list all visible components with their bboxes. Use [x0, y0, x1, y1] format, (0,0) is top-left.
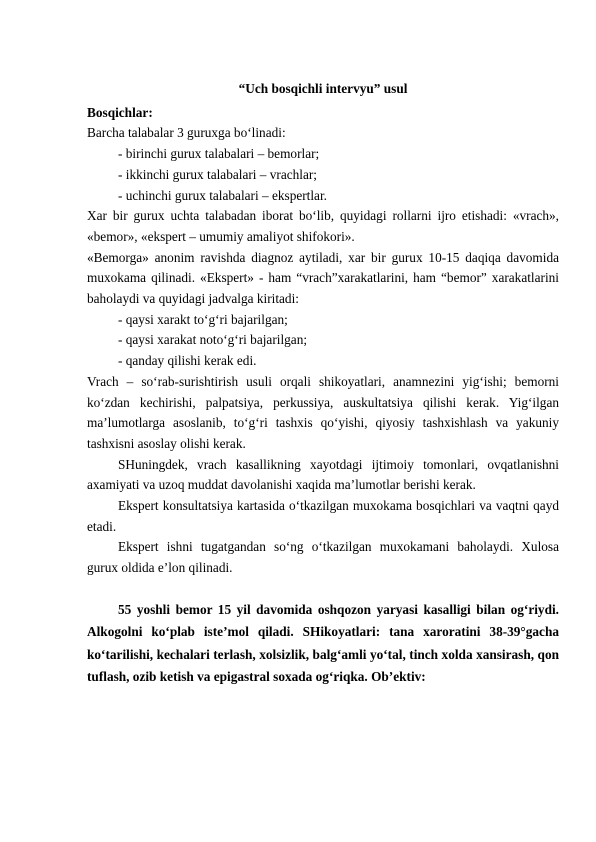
group-item: - ikkinchi gurux talabalari – vrachlar;	[118, 166, 318, 182]
spacer	[87, 579, 559, 599]
criteria-item: - qanday qilishi kerak edi.	[118, 353, 257, 369]
patient-paragraph: «Bemorga» anonim ravishda diagnoz aytiladi, xar bir gurux 10-15 daqiqa davomida muxokama qilinadi. «Ekspert» - ham “vrach”xarakatlarini, ham “bemor” xarakatlarini baholaydi va quyidagi jadvalga kiritadi:	[87, 249, 559, 307]
group-item: - uchinchi gurux talabalari – ekspertlar.	[118, 187, 327, 203]
intro-text: Barcha talabalar 3 guruxga bo‘linadi:	[87, 125, 286, 141]
case-paragraph: 55 yoshli bemor 15 yil davomida oshqozon yaryasi kasalligi bilan og‘riydi. Alkogolni ko‘plab iste’mol qiladi. SHikoyatlari: tana xaroratini 38-39°gacha ko‘tarilishi, kechalari terlash, xolsizlik, balg‘amli yo‘tal, tinch xolda xansirash, qon tuflash, ozib ketish va epigastral soxada og‘riqka. Ob’ektiv:	[87, 601, 559, 685]
criteria-item: - qaysi xarakat noto‘g‘ri bajarilgan;	[118, 332, 308, 348]
doctor-paragraph: Vrach – so‘rab-surishtirish usuli orqali shikoyatlari, anamnezini yig‘ishi; bemorni ko‘zdan kechirishi, palpatsiya, perkussiya, auskultatsiya qilishi kerak. Yig‘ilgan ma’lumotlarga asoslanib, to‘g‘ri tashxis qo‘yishi, qiyosiy tashxishlash va yakuniy tashxisni asoslay olishi kerak.	[87, 373, 559, 451]
roles-paragraph: Xar bir gurux uchta talabadan iborat bo‘lib, quyidagi rollarni ijro etishadi: «vrach», «bemor», «ekspert – umumiy amaliyot shifokori».	[87, 208, 559, 244]
expert-eval-paragraph: Ekspert ishni tugatgandan so‘ng o‘tkazilgan muxokamani baholaydi. Xulosa gurux oldida e’lon qilinadi.	[87, 539, 559, 576]
group-item: - birinchi gurux talabalari – bemorlar;	[118, 146, 320, 162]
expert-card-paragraph: Ekspert konsultatsiya kartasida o‘tkazilgan muxokama bosqichlari va vaqtni qayd etadi.	[87, 498, 559, 534]
criteria-item: - qaysi xarakt to‘g‘ri bajarilgan;	[118, 311, 288, 327]
social-paragraph: SHuningdek, vrach kasallikning xayotdagi ijtimoiy tomonlari, ovqatlanishni axamiyati va uzoq muddat davolanishi xaqida ma’lumotlar berishi kerak.	[87, 456, 559, 493]
document-page	[87, 79, 559, 689]
document-title: “Uch bosqichli intervyu” usul	[238, 81, 408, 96]
stages-heading: Bosqichlar:	[87, 104, 153, 120]
